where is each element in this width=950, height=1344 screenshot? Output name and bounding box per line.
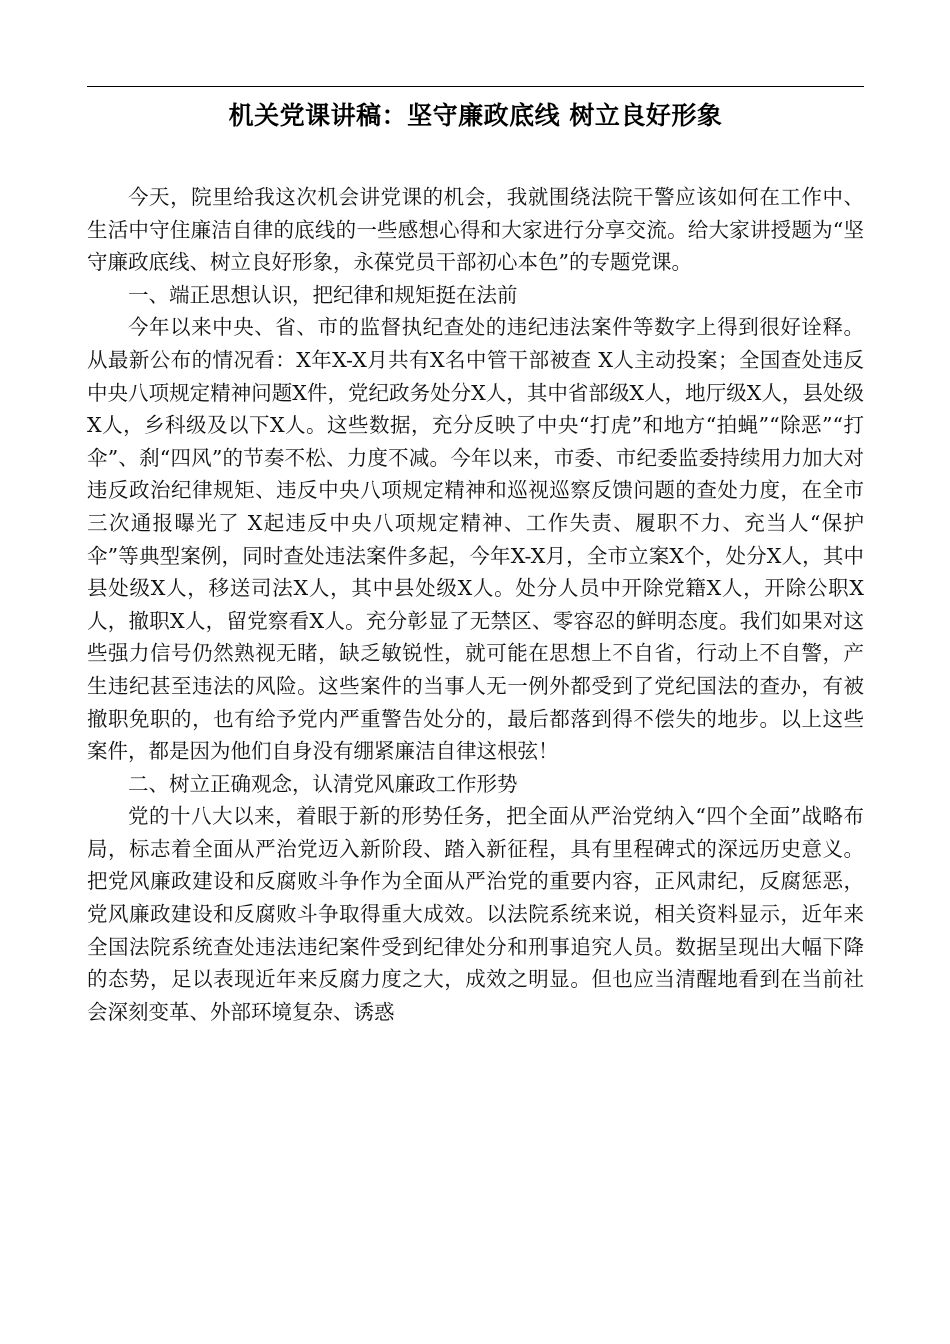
document-body xyxy=(87,181,864,1028)
document-title: 机关党课讲稿：坚守廉政底线 树立良好形象 xyxy=(228,101,723,130)
section-2-paragraph: 党的十八大以来，着眼于新的形势任务，把全面从严治党纳入“四个全面”战略布局，标志着全面从严治党迈入新阶段、踏入新征程，具有里程碑式的深远历史意义。把党风廉政建设和反腐败斗争作为全面从严治党的重要内容，正风肃纪，反腐惩恶，党风廉政建设和反腐败斗争取得重大成效。以法院系统来说，相关资料显示，近年来全国法院系统查处违法违纪案件受到纪律处分和刑事追究人员。数据呈现出大幅下降的态势，足以表现近年来反腐力度之大，成效之明显。但也应当清醒地看到在当前社会深刻变革、外部环境复杂、诱惑 xyxy=(87,804,864,1024)
header-rule xyxy=(87,86,864,87)
section-heading-1: 一、端正思想认识，把纪律和规矩挺在法前 xyxy=(128,282,518,307)
section-1-paragraph: 今年以来中央、省、市的监督执纪查处的违纪违法案件等数字上得到很好诠释。从最新公布的情况看：X年X-X月共有X名中管干部被查 X人主动投案；全国查处违反中央八项规定精神问题X件，党纪政务处分X人，其中省部级X人，地厅级X人，县处级X人，乡科级及以下X人。这些数据，充分反映了中央“打虎”和地方“拍蝇”“除恶”“打伞”、刹“四风”的节奏不松、力度不减。今年以来，市委、市纪委监委持续用力加大对违反政治纪律规矩、违反中央八项规定精神和巡视巡察反馈问题的查处力度，在全市三次通报曝光了 X起违反中央八项规定精神、工作失责、履职不力、充当人“保护伞”等典型案例，同时查处违法案件多起，今年X-X月，全市立案X个，处分X人，其中县处级X人，移送司法X人，其中县处级X人。处分人员中开除党籍X人，开除公职X人，撤职X人，留党察看X人。充分彰显了无禁区、零容忍的鲜明态度。我们如果对这些强力信号仍然熟视无睹，缺乏敏锐性，就可能在思想上不自省，行动上不自警，产生违纪甚至违法的风险。这些案件的当事人无一例外都受到了党纪国法的查办，有被撤职免职的，也有给予党内严重警告处分的，最后都落到得不偿失的地步。以上这些案件，都是因为他们自身没有绷紧廉洁自律这根弦！ xyxy=(87,315,864,764)
section-heading-2: 二、树立正确观念，认清党风廉政工作形势 xyxy=(128,771,518,796)
intro-paragraph: 今天，院里给我这次机会讲党课的机会，我就围绕法院干警应该如何在工作中、生活中守住廉洁自律的底线的一些感想心得和大家进行分享交流。给大家讲授题为“坚守廉政底线、树立良好形象，永葆党员干部初心本色”的专题党课。 xyxy=(87,185,864,275)
